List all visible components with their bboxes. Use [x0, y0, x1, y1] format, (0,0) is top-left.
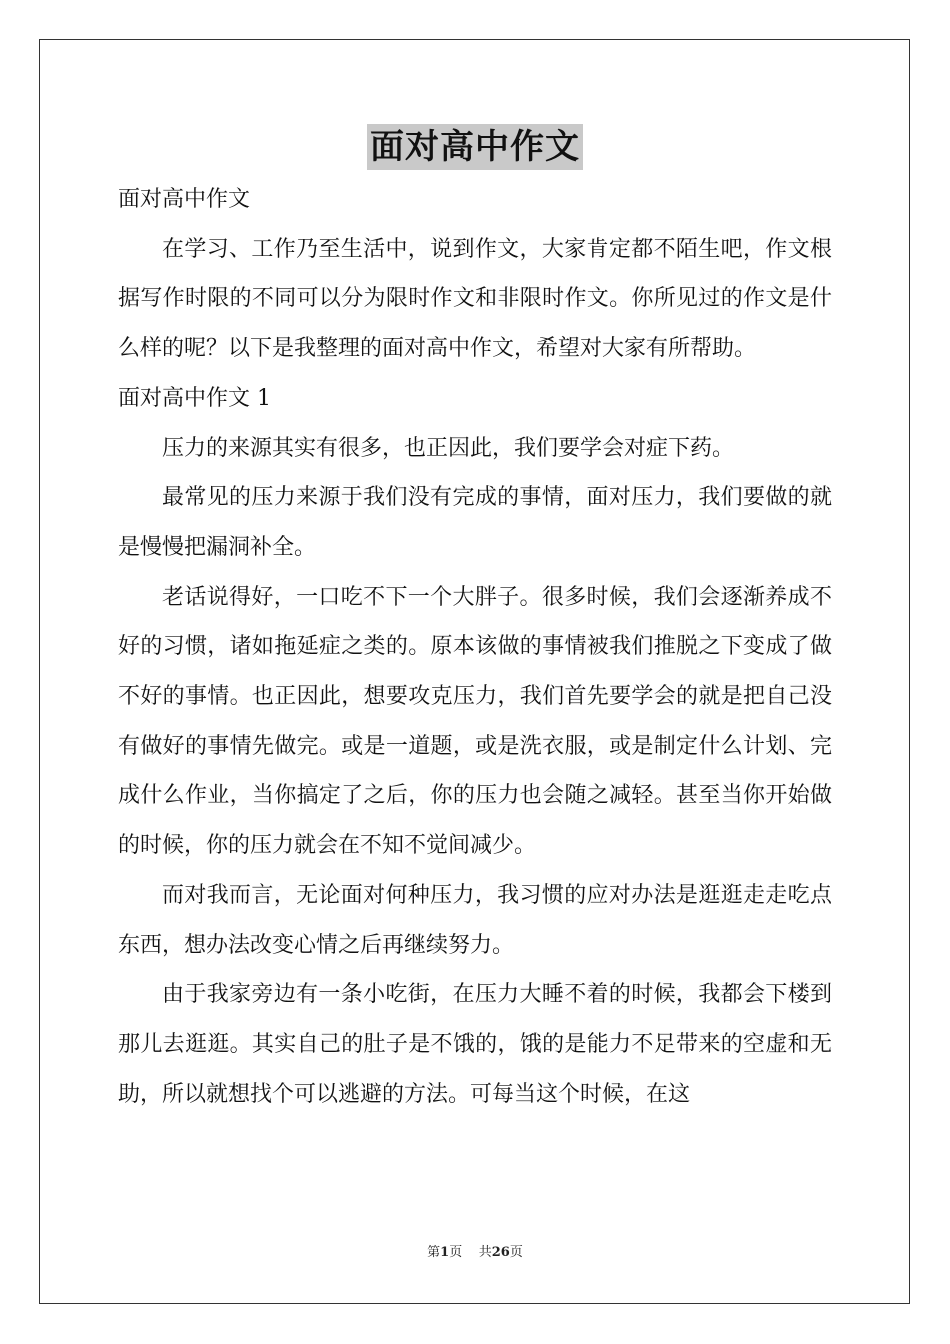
- total-unit: 页: [509, 1245, 523, 1260]
- paragraph: 由于我家旁边有一条小吃街，在压力大睡不着的时候，我都会下楼到那儿去逛逛。其实自己的肚子是不饿的，饿的是能力不足带来的空虚和无助，所以就想找个可以逃避的方法。可每当这个时候，在这: [118, 982, 832, 1107]
- page-current: 1: [440, 1245, 450, 1260]
- paragraph: 而对我而言，无论面对何种压力，我习惯的应对办法是逛逛走走吃点东西，想办法改变心情之后再继续努力。: [118, 882, 832, 958]
- page-footer: [0, 1244, 950, 1262]
- paragraph-subtitle: 面对高中作文: [118, 187, 251, 212]
- page-total: 26: [491, 1245, 510, 1260]
- title-container: [0, 124, 950, 170]
- paragraph: 压力的来源其实有很多，也正因此，我们要学会对症下药。: [162, 435, 735, 461]
- total-prefix: 共: [478, 1245, 492, 1260]
- page-unit: 页: [449, 1245, 463, 1260]
- document-title: 面对高中作文: [367, 124, 583, 170]
- page-prefix: 第: [427, 1245, 441, 1260]
- paragraph: 最常见的压力来源于我们没有完成的事情，面对压力，我们要做的就是慢慢把漏洞补全。: [118, 485, 832, 560]
- paragraph: 在学习、工作乃至生活中，说到作文，大家肯定都不陌生吧，作文根据写作时限的不同可以分为限时作文和非限时作文。你所见过的作文是什么样的呢？以下是我整理的面对高中作文，希望对大家有所帮助。: [118, 236, 832, 362]
- section-heading: 面对高中作文 1: [118, 385, 271, 411]
- document-body: [118, 175, 832, 1119]
- paragraph: 老话说得好，一口吃不下一个大胖子。很多时候，我们会逐渐养成不好的习惯，诸如拖延症之类的。原本该做的事情被我们推脱之下变成了做不好的事情。也正因此，想要攻克压力，我们首先要学会的就是把自己没有做好的事情先做完。或是一道题，或是洗衣服，或是制定什么计划、完成什么作业，当你搞定了之后，你的压力也会随之减轻。甚至当你开始做的时候，你的压力就会在不知不觉间减少。: [118, 584, 832, 859]
